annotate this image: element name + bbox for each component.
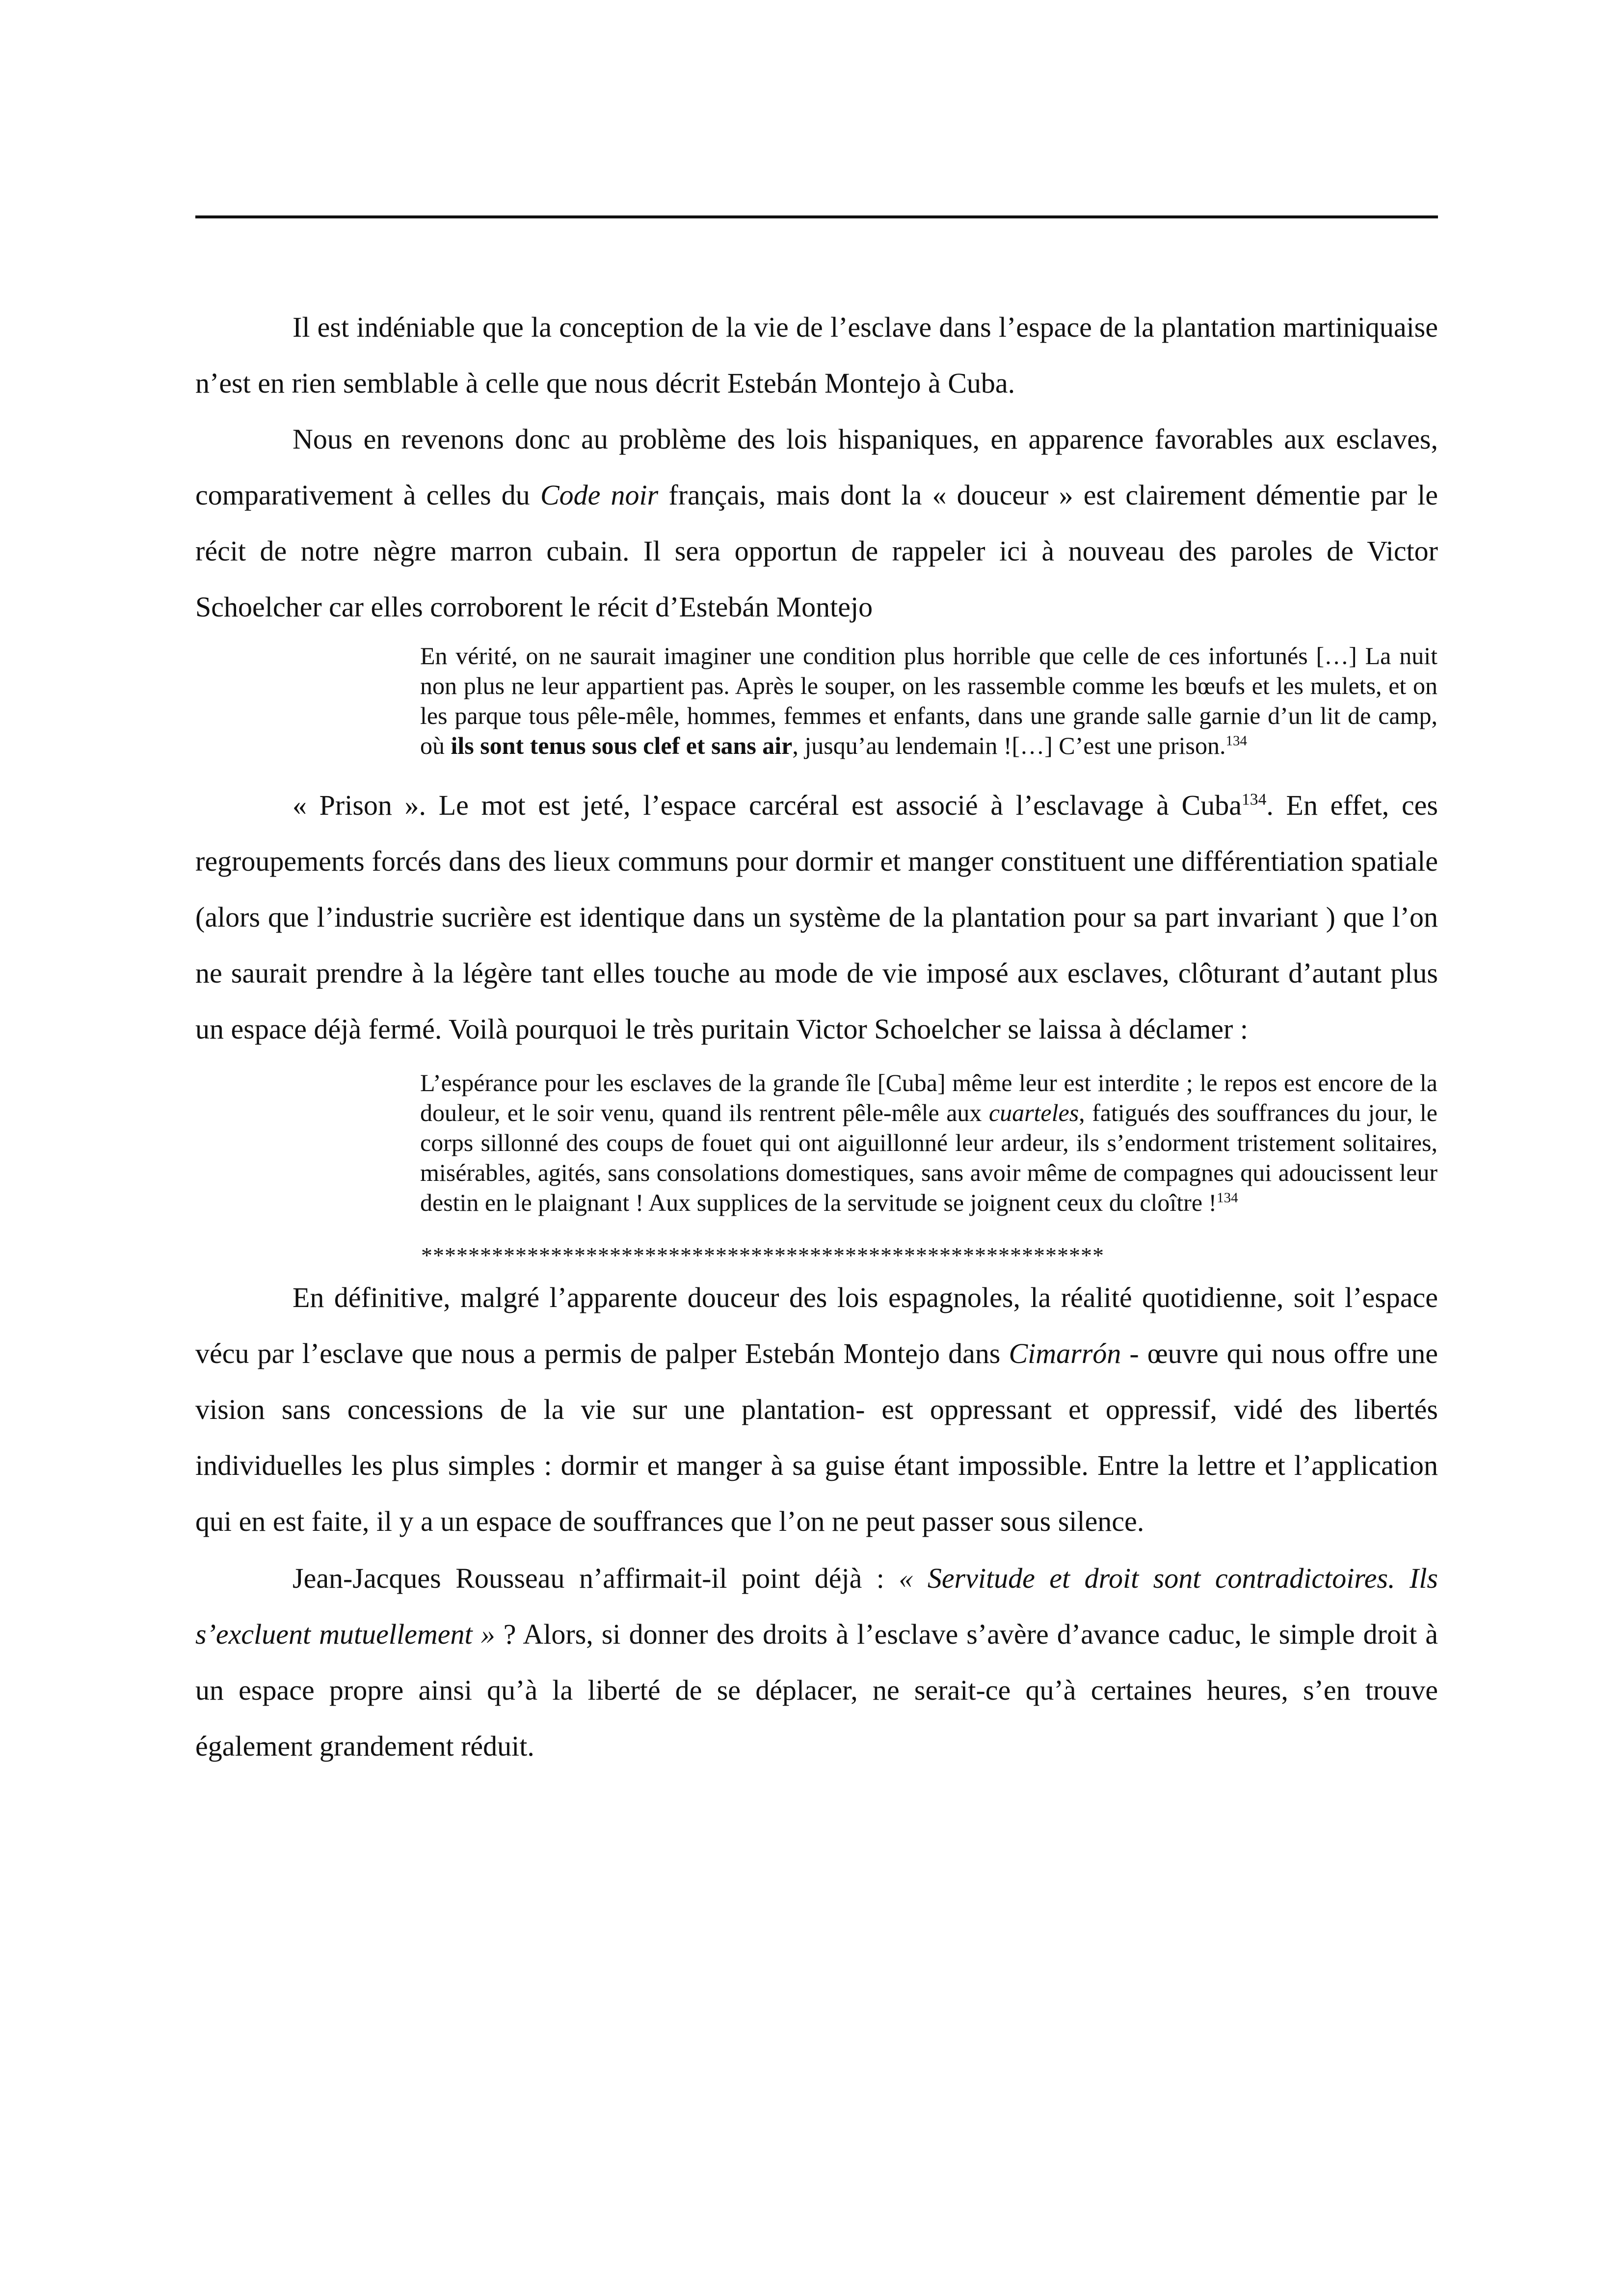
- paragraph-4-text-b: - œuvre qui nous offre une vision sans concessions de la vie sur une plantation- est oppressant et oppressif, vidé des libertés individuelles les plus simples : dormir et manger à sa guise étant impossible. Entre la lettre et l’application qui en est faite, il y a un espace de souffrances que l’on ne peut passer sous silence.: [195, 1337, 1438, 1537]
- paragraph-2-text-b: français, mais dont la « douceur » est clairement démentie par le récit de notre nègre marron cubain. Il sera opportun de rappeler ici à nouveau des paroles de Victor Schoelcher car elles corroborent le récit d’Estebán Montejo: [195, 479, 1438, 623]
- paragraph-2-text-a: Nous en revenons donc au problème des lois hispaniques, en apparence favorables aux esclaves, comparativement à celles du: [195, 423, 1438, 511]
- paragraph-2: [195, 411, 1438, 635]
- block-quote-1-text-b: , jusqu’au lendemain ![…] C’est une prison.: [792, 732, 1226, 759]
- block-quote-2-text-b: , fatigués des souffrances du jour, le corps sillonné des coups de fouet qui ont aiguillonné leur ardeur, ils s’endorment tristement solitaires, misérables, agités, sans consolations domestiques, sans avoir même de compagnes qui adoucissent leur destin en le plaignant ! Aux supplices de la servitude se joignent ceux du cloître !: [420, 1099, 1437, 1216]
- paragraph-4-italic-title: Cimarrón: [1009, 1337, 1121, 1369]
- block-quote-1-bold: ils sont tenus sous clef et sans air: [451, 732, 793, 759]
- paragraph-4: [195, 1270, 1438, 1549]
- header-rule: [195, 215, 1438, 218]
- page-body: [195, 299, 1438, 1774]
- paragraph-2-italic-title: Code noir: [540, 479, 659, 511]
- paragraph-3-text-a: « Prison ». Le mot est jeté, l’espace carcéral est associé à l’esclavage à Cuba: [293, 789, 1242, 821]
- paragraph-1-text: Il est indéniable que la conception de la vie de l’esclave dans l’espace de la plantation martiniquaise n’est en rien semblable à celle que nous décrit Estebán Montejo à Cuba.: [195, 311, 1438, 399]
- paragraph-3: [195, 777, 1438, 1057]
- paragraph-4-text-a: En définitive, malgré l’apparente douceur des lois espagnoles, la réalité quotidienne, soit l’espace vécu par l’esclave que nous a permis de palper Estebán Montejo dans: [195, 1281, 1438, 1369]
- section-separator: **********************************************************: [421, 1243, 1104, 1268]
- paragraph-5: [195, 1550, 1438, 1774]
- footnote-ref: 134: [1217, 1190, 1238, 1206]
- block-quote-2-text-a: L’espérance pour les esclaves de la grande île [Cuba] même leur est interdite ; le repos est encore de la douleur, et le soir venu, quand ils rentrent pêle-mêle aux: [420, 1069, 1437, 1126]
- block-quote-2: [420, 1068, 1437, 1218]
- paragraph-1: [195, 299, 1438, 411]
- paragraph-5-italic-citation: « Servitude et droit sont contradictoires. Ils s’excluent mutuellement »: [195, 1562, 1438, 1650]
- footnote-ref: 134: [1241, 790, 1267, 809]
- footnote-ref: 134: [1225, 733, 1248, 749]
- paragraph-3-text-b: . En effet, ces regroupements forcés dans des lieux communs pour dormir et manger constituent une différentiation spatiale (alors que l’industrie sucrière est identique dans un système de la plantation pour sa part invariant ) que l’on ne saurait prendre à la légère tant elles touche au mode de vie imposé aux esclaves, clôturant d’autant plus un espace déjà fermé. Voilà pourquoi le très puritain Victor Schoelcher se laissa à déclamer :: [195, 789, 1438, 1045]
- paragraph-5-text-a: Jean-Jacques Rousseau n’affirmait-il point déjà :: [293, 1562, 899, 1594]
- block-quote-1-text-a: En vérité, on ne saurait imaginer une condition plus horrible que celle de ces infortunés […] La nuit non plus ne leur appartient pas. Après le souper, on les rassemble comme les bœufs et les mulets, et on les parque tous pêle-mêle, hommes, femmes et enfants, dans une grande salle garnie d’un lit de camp, où: [420, 642, 1437, 759]
- block-quote-1: [420, 641, 1437, 761]
- paragraph-5-text-b: ? Alors, si donner des droits à l’esclave s’avère d’avance caduc, le simple droit à un espace propre ainsi qu’à la liberté de se déplacer, ne serait-ce qu’à certaines heures, s’en trouve également grandement réduit.: [195, 1618, 1438, 1762]
- block-quote-2-italic: cuarteles: [988, 1099, 1079, 1126]
